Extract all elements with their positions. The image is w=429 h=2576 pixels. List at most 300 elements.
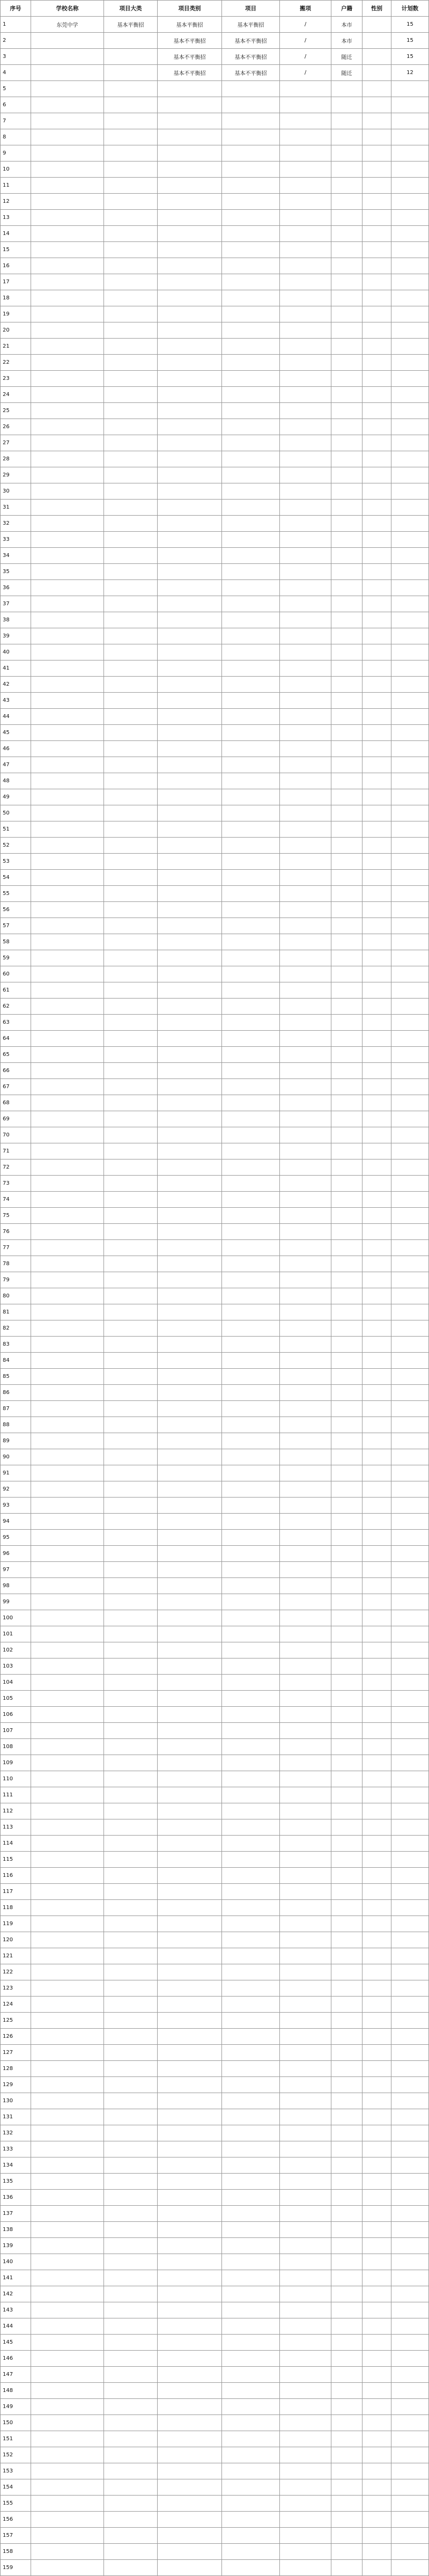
row-seq: 79	[1, 1272, 31, 1288]
row-gender	[363, 1481, 391, 1498]
table-row	[1, 2479, 429, 2496]
row-project	[222, 500, 280, 516]
row-category	[104, 2351, 158, 2367]
row-residence	[331, 1208, 363, 1224]
row-subcategory	[158, 564, 222, 580]
row-item	[280, 918, 331, 934]
table-row	[1, 1578, 429, 1594]
row-project	[222, 1626, 280, 1642]
row-gender	[363, 1723, 391, 1739]
row-project	[222, 1771, 280, 1787]
row-residence	[331, 1723, 363, 1739]
row-seq: 58	[1, 934, 31, 950]
row-seq: 17	[1, 274, 31, 290]
row-gender	[363, 2190, 391, 2206]
row-seq: 99	[1, 1594, 31, 1610]
row-item	[280, 242, 331, 258]
row-category	[104, 274, 158, 290]
row-gender	[363, 2077, 391, 2093]
row-subcategory	[158, 918, 222, 934]
row-category	[104, 2367, 158, 2383]
row-school	[31, 2174, 104, 2190]
table-row	[1, 2286, 429, 2302]
row-item	[280, 1385, 331, 1401]
row-category	[104, 1015, 158, 1031]
row-school	[31, 467, 104, 483]
row-subcategory	[158, 2045, 222, 2061]
row-school	[31, 2029, 104, 2045]
row-project	[222, 210, 280, 226]
table-row	[1, 950, 429, 966]
row-gender	[363, 564, 391, 580]
row-seq: 139	[1, 2238, 31, 2254]
row-subcategory	[158, 886, 222, 902]
table-row	[1, 2447, 429, 2463]
row-subcategory	[158, 387, 222, 403]
row-subcategory	[158, 178, 222, 194]
row-project	[222, 709, 280, 725]
row-project	[222, 81, 280, 97]
row-project	[222, 2029, 280, 2045]
row-project	[222, 1964, 280, 1980]
row-gender	[363, 210, 391, 226]
row-gender	[363, 129, 391, 145]
row-category	[104, 2496, 158, 2512]
row-subcategory	[158, 644, 222, 660]
row-subcategory	[158, 2544, 222, 2560]
row-seq: 111	[1, 1787, 31, 1803]
row-gender	[363, 1530, 391, 1546]
row-project	[222, 419, 280, 435]
row-item	[280, 2254, 331, 2270]
row-residence	[331, 2512, 363, 2528]
row-category	[104, 2383, 158, 2399]
row-school	[31, 564, 104, 580]
table-row	[1, 2077, 429, 2093]
table-row	[1, 2528, 429, 2544]
row-item	[280, 1015, 331, 1031]
row-quota	[391, 564, 429, 580]
row-subcategory	[158, 371, 222, 387]
row-item: /	[280, 17, 331, 33]
row-seq: 29	[1, 467, 31, 483]
row-project	[222, 1079, 280, 1095]
row-subcategory	[158, 1932, 222, 1948]
row-category	[104, 1707, 158, 1723]
table-row	[1, 339, 429, 355]
row-gender	[363, 805, 391, 821]
row-school	[31, 403, 104, 419]
row-seq: 104	[1, 1675, 31, 1691]
row-project	[222, 1015, 280, 1031]
row-residence	[331, 97, 363, 113]
row-school	[31, 2399, 104, 2415]
row-subcategory	[158, 403, 222, 419]
row-project	[222, 97, 280, 113]
row-subcategory	[158, 2431, 222, 2447]
row-quota	[391, 1047, 429, 1063]
row-item	[280, 516, 331, 532]
row-seq: 113	[1, 1819, 31, 1836]
row-category	[104, 451, 158, 467]
row-item	[280, 2174, 331, 2190]
row-item	[280, 1320, 331, 1337]
row-residence	[331, 2496, 363, 2512]
row-gender	[363, 435, 391, 451]
row-school	[31, 290, 104, 306]
row-category	[104, 1047, 158, 1063]
row-school	[31, 516, 104, 532]
row-gender	[363, 2302, 391, 2318]
row-gender	[363, 1498, 391, 1514]
row-project	[222, 2190, 280, 2206]
row-residence	[331, 306, 363, 322]
row-residence	[331, 483, 363, 500]
row-school	[31, 1465, 104, 1481]
row-item: /	[280, 49, 331, 65]
row-project	[222, 1948, 280, 1964]
row-category	[104, 1787, 158, 1803]
row-subcategory	[158, 821, 222, 838]
table-row	[1, 1256, 429, 1272]
row-seq: 33	[1, 532, 31, 548]
row-project	[222, 1980, 280, 1997]
row-subcategory	[158, 2222, 222, 2238]
row-seq: 143	[1, 2302, 31, 2318]
row-quota	[391, 1256, 429, 1272]
table-row	[1, 435, 429, 451]
row-subcategory: 基本不平衡招	[158, 65, 222, 81]
row-gender	[363, 1111, 391, 1127]
row-seq: 32	[1, 516, 31, 532]
row-project	[222, 886, 280, 902]
row-seq: 7	[1, 113, 31, 129]
row-category	[104, 2447, 158, 2463]
table-row	[1, 2544, 429, 2560]
row-residence	[331, 210, 363, 226]
row-project	[222, 2061, 280, 2077]
row-category	[104, 966, 158, 982]
row-item	[280, 1530, 331, 1546]
row-quota	[391, 500, 429, 516]
row-project	[222, 1787, 280, 1803]
row-residence	[331, 2528, 363, 2544]
row-school	[31, 1771, 104, 1787]
row-project	[222, 129, 280, 145]
row-residence	[331, 2109, 363, 2125]
row-seq: 15	[1, 242, 31, 258]
row-quota	[391, 2528, 429, 2544]
row-residence	[331, 1369, 363, 1385]
row-project	[222, 1739, 280, 1755]
row-subcategory	[158, 1047, 222, 1063]
row-subcategory	[158, 210, 222, 226]
row-quota	[391, 999, 429, 1015]
row-category	[104, 1884, 158, 1900]
row-school	[31, 1980, 104, 1997]
row-category	[104, 145, 158, 162]
row-school	[31, 1514, 104, 1530]
row-quota	[391, 2238, 429, 2254]
row-item	[280, 1997, 331, 2013]
table-row	[1, 644, 429, 660]
row-project	[222, 1320, 280, 1337]
row-seq: 41	[1, 660, 31, 677]
row-project	[222, 403, 280, 419]
row-gender	[363, 2415, 391, 2431]
row-gender	[363, 2206, 391, 2222]
row-quota	[391, 2254, 429, 2270]
row-quota	[391, 2399, 429, 2415]
row-residence	[331, 1143, 363, 1159]
row-residence	[331, 1964, 363, 1980]
row-item	[280, 2125, 331, 2141]
row-item	[280, 274, 331, 290]
row-quota	[391, 1803, 429, 1819]
row-item	[280, 2560, 331, 2576]
row-project	[222, 1868, 280, 1884]
row-subcategory	[158, 81, 222, 97]
row-quota	[391, 693, 429, 709]
row-school	[31, 129, 104, 145]
row-subcategory	[158, 2109, 222, 2125]
row-project	[222, 1256, 280, 1272]
row-quota	[391, 2544, 429, 2560]
row-project	[222, 2141, 280, 2157]
row-category	[104, 2029, 158, 2045]
row-seq: 37	[1, 596, 31, 612]
row-item	[280, 419, 331, 435]
row-project	[222, 1884, 280, 1900]
row-subcategory	[158, 2367, 222, 2383]
row-item: /	[280, 33, 331, 49]
row-category	[104, 628, 158, 644]
row-seq: 61	[1, 982, 31, 999]
row-residence	[331, 1900, 363, 1916]
row-seq: 136	[1, 2190, 31, 2206]
row-school	[31, 2431, 104, 2447]
row-seq: 23	[1, 371, 31, 387]
row-item	[280, 371, 331, 387]
row-residence	[331, 1240, 363, 1256]
row-item	[280, 1819, 331, 1836]
row-quota	[391, 2045, 429, 2061]
row-seq: 40	[1, 644, 31, 660]
row-project	[222, 548, 280, 564]
table-row	[1, 49, 429, 65]
row-subcategory	[158, 725, 222, 741]
row-subcategory	[158, 1465, 222, 1481]
row-project	[222, 821, 280, 838]
row-item	[280, 741, 331, 757]
row-school	[31, 2206, 104, 2222]
row-quota	[391, 773, 429, 789]
row-category	[104, 1465, 158, 1481]
row-residence	[331, 1481, 363, 1498]
row-subcategory	[158, 677, 222, 693]
row-seq: 11	[1, 178, 31, 194]
row-quota	[391, 322, 429, 339]
row-residence	[331, 2431, 363, 2447]
row-item	[280, 1192, 331, 1208]
row-project	[222, 2286, 280, 2302]
row-item	[280, 2496, 331, 2512]
row-project	[222, 1578, 280, 1594]
row-category	[104, 194, 158, 210]
row-project	[222, 1836, 280, 1852]
row-project	[222, 2560, 280, 2576]
row-seq: 8	[1, 129, 31, 145]
row-seq: 140	[1, 2254, 31, 2270]
row-category	[104, 1546, 158, 1562]
row-seq: 110	[1, 1771, 31, 1787]
row-school	[31, 2157, 104, 2174]
row-item	[280, 226, 331, 242]
row-residence	[331, 934, 363, 950]
row-school	[31, 1997, 104, 2013]
row-item	[280, 709, 331, 725]
row-subcategory	[158, 2077, 222, 2093]
row-quota	[391, 580, 429, 596]
row-school	[31, 1143, 104, 1159]
row-seq: 159	[1, 2560, 31, 2576]
row-gender	[363, 757, 391, 773]
row-project	[222, 902, 280, 918]
row-gender	[363, 1610, 391, 1626]
row-category	[104, 1240, 158, 1256]
row-item	[280, 2447, 331, 2463]
row-item	[280, 1658, 331, 1675]
row-item	[280, 1884, 331, 1900]
row-project	[222, 1143, 280, 1159]
row-residence	[331, 1047, 363, 1063]
row-item	[280, 870, 331, 886]
row-quota	[391, 1819, 429, 1836]
row-school	[31, 1417, 104, 1433]
row-seq: 151	[1, 2431, 31, 2447]
row-seq: 52	[1, 838, 31, 854]
table-row	[1, 870, 429, 886]
row-quota	[391, 821, 429, 838]
row-school	[31, 1320, 104, 1337]
row-seq: 115	[1, 1852, 31, 1868]
row-gender	[363, 821, 391, 838]
table-row	[1, 1852, 429, 1868]
row-school	[31, 2560, 104, 2576]
table-row	[1, 1417, 429, 1433]
row-item	[280, 1031, 331, 1047]
row-project	[222, 918, 280, 934]
row-project	[222, 1932, 280, 1948]
row-item	[280, 2431, 331, 2447]
row-school	[31, 1353, 104, 1369]
row-residence	[331, 1272, 363, 1288]
row-project	[222, 1417, 280, 1433]
row-gender	[363, 1707, 391, 1723]
row-item	[280, 2270, 331, 2286]
row-school	[31, 660, 104, 677]
table-row	[1, 2061, 429, 2077]
row-category	[104, 1208, 158, 1224]
row-subcategory	[158, 838, 222, 854]
row-category	[104, 355, 158, 371]
row-subcategory	[158, 1787, 222, 1803]
row-item	[280, 162, 331, 178]
table-row	[1, 371, 429, 387]
row-gender	[363, 1465, 391, 1481]
row-residence	[331, 1079, 363, 1095]
row-quota	[391, 2286, 429, 2302]
row-residence: 本市	[331, 33, 363, 49]
row-seq: 119	[1, 1916, 31, 1932]
row-gender	[363, 1642, 391, 1658]
row-category	[104, 1514, 158, 1530]
row-seq: 98	[1, 1578, 31, 1594]
row-subcategory: 基本不平衡招	[158, 33, 222, 49]
row-residence	[331, 1771, 363, 1787]
row-project	[222, 1208, 280, 1224]
row-project	[222, 580, 280, 596]
row-category	[104, 982, 158, 999]
row-gender	[363, 870, 391, 886]
row-seq: 135	[1, 2174, 31, 2190]
row-seq: 117	[1, 1884, 31, 1900]
row-school	[31, 226, 104, 242]
row-category	[104, 1256, 158, 1272]
row-gender	[363, 1980, 391, 1997]
row-gender	[363, 49, 391, 65]
row-school	[31, 709, 104, 725]
row-school	[31, 1498, 104, 1514]
row-category	[104, 1288, 158, 1304]
row-project	[222, 1642, 280, 1658]
row-project	[222, 2383, 280, 2399]
row-school	[31, 2013, 104, 2029]
row-item	[280, 1449, 331, 1465]
row-school	[31, 1433, 104, 1449]
row-residence	[331, 2286, 363, 2302]
row-project	[222, 1691, 280, 1707]
row-category	[104, 1449, 158, 1465]
row-residence	[331, 1642, 363, 1658]
row-residence	[331, 500, 363, 516]
row-category	[104, 1320, 158, 1337]
row-quota	[391, 644, 429, 660]
row-quota	[391, 2447, 429, 2463]
row-quota	[391, 451, 429, 467]
table-row	[1, 1079, 429, 1095]
table-row	[1, 419, 429, 435]
table-row	[1, 580, 429, 596]
row-seq: 86	[1, 1385, 31, 1401]
table-row	[1, 1948, 429, 1964]
row-school	[31, 1176, 104, 1192]
row-quota	[391, 97, 429, 113]
row-gender	[363, 1997, 391, 2013]
row-project	[222, 306, 280, 322]
row-item	[280, 387, 331, 403]
row-gender	[363, 1047, 391, 1063]
row-item	[280, 1852, 331, 1868]
row-residence	[331, 1304, 363, 1320]
row-quota	[391, 709, 429, 725]
table-row	[1, 355, 429, 371]
row-seq: 24	[1, 387, 31, 403]
row-gender	[363, 81, 391, 97]
row-quota	[391, 1691, 429, 1707]
row-category	[104, 1642, 158, 1658]
row-quota	[391, 2222, 429, 2238]
